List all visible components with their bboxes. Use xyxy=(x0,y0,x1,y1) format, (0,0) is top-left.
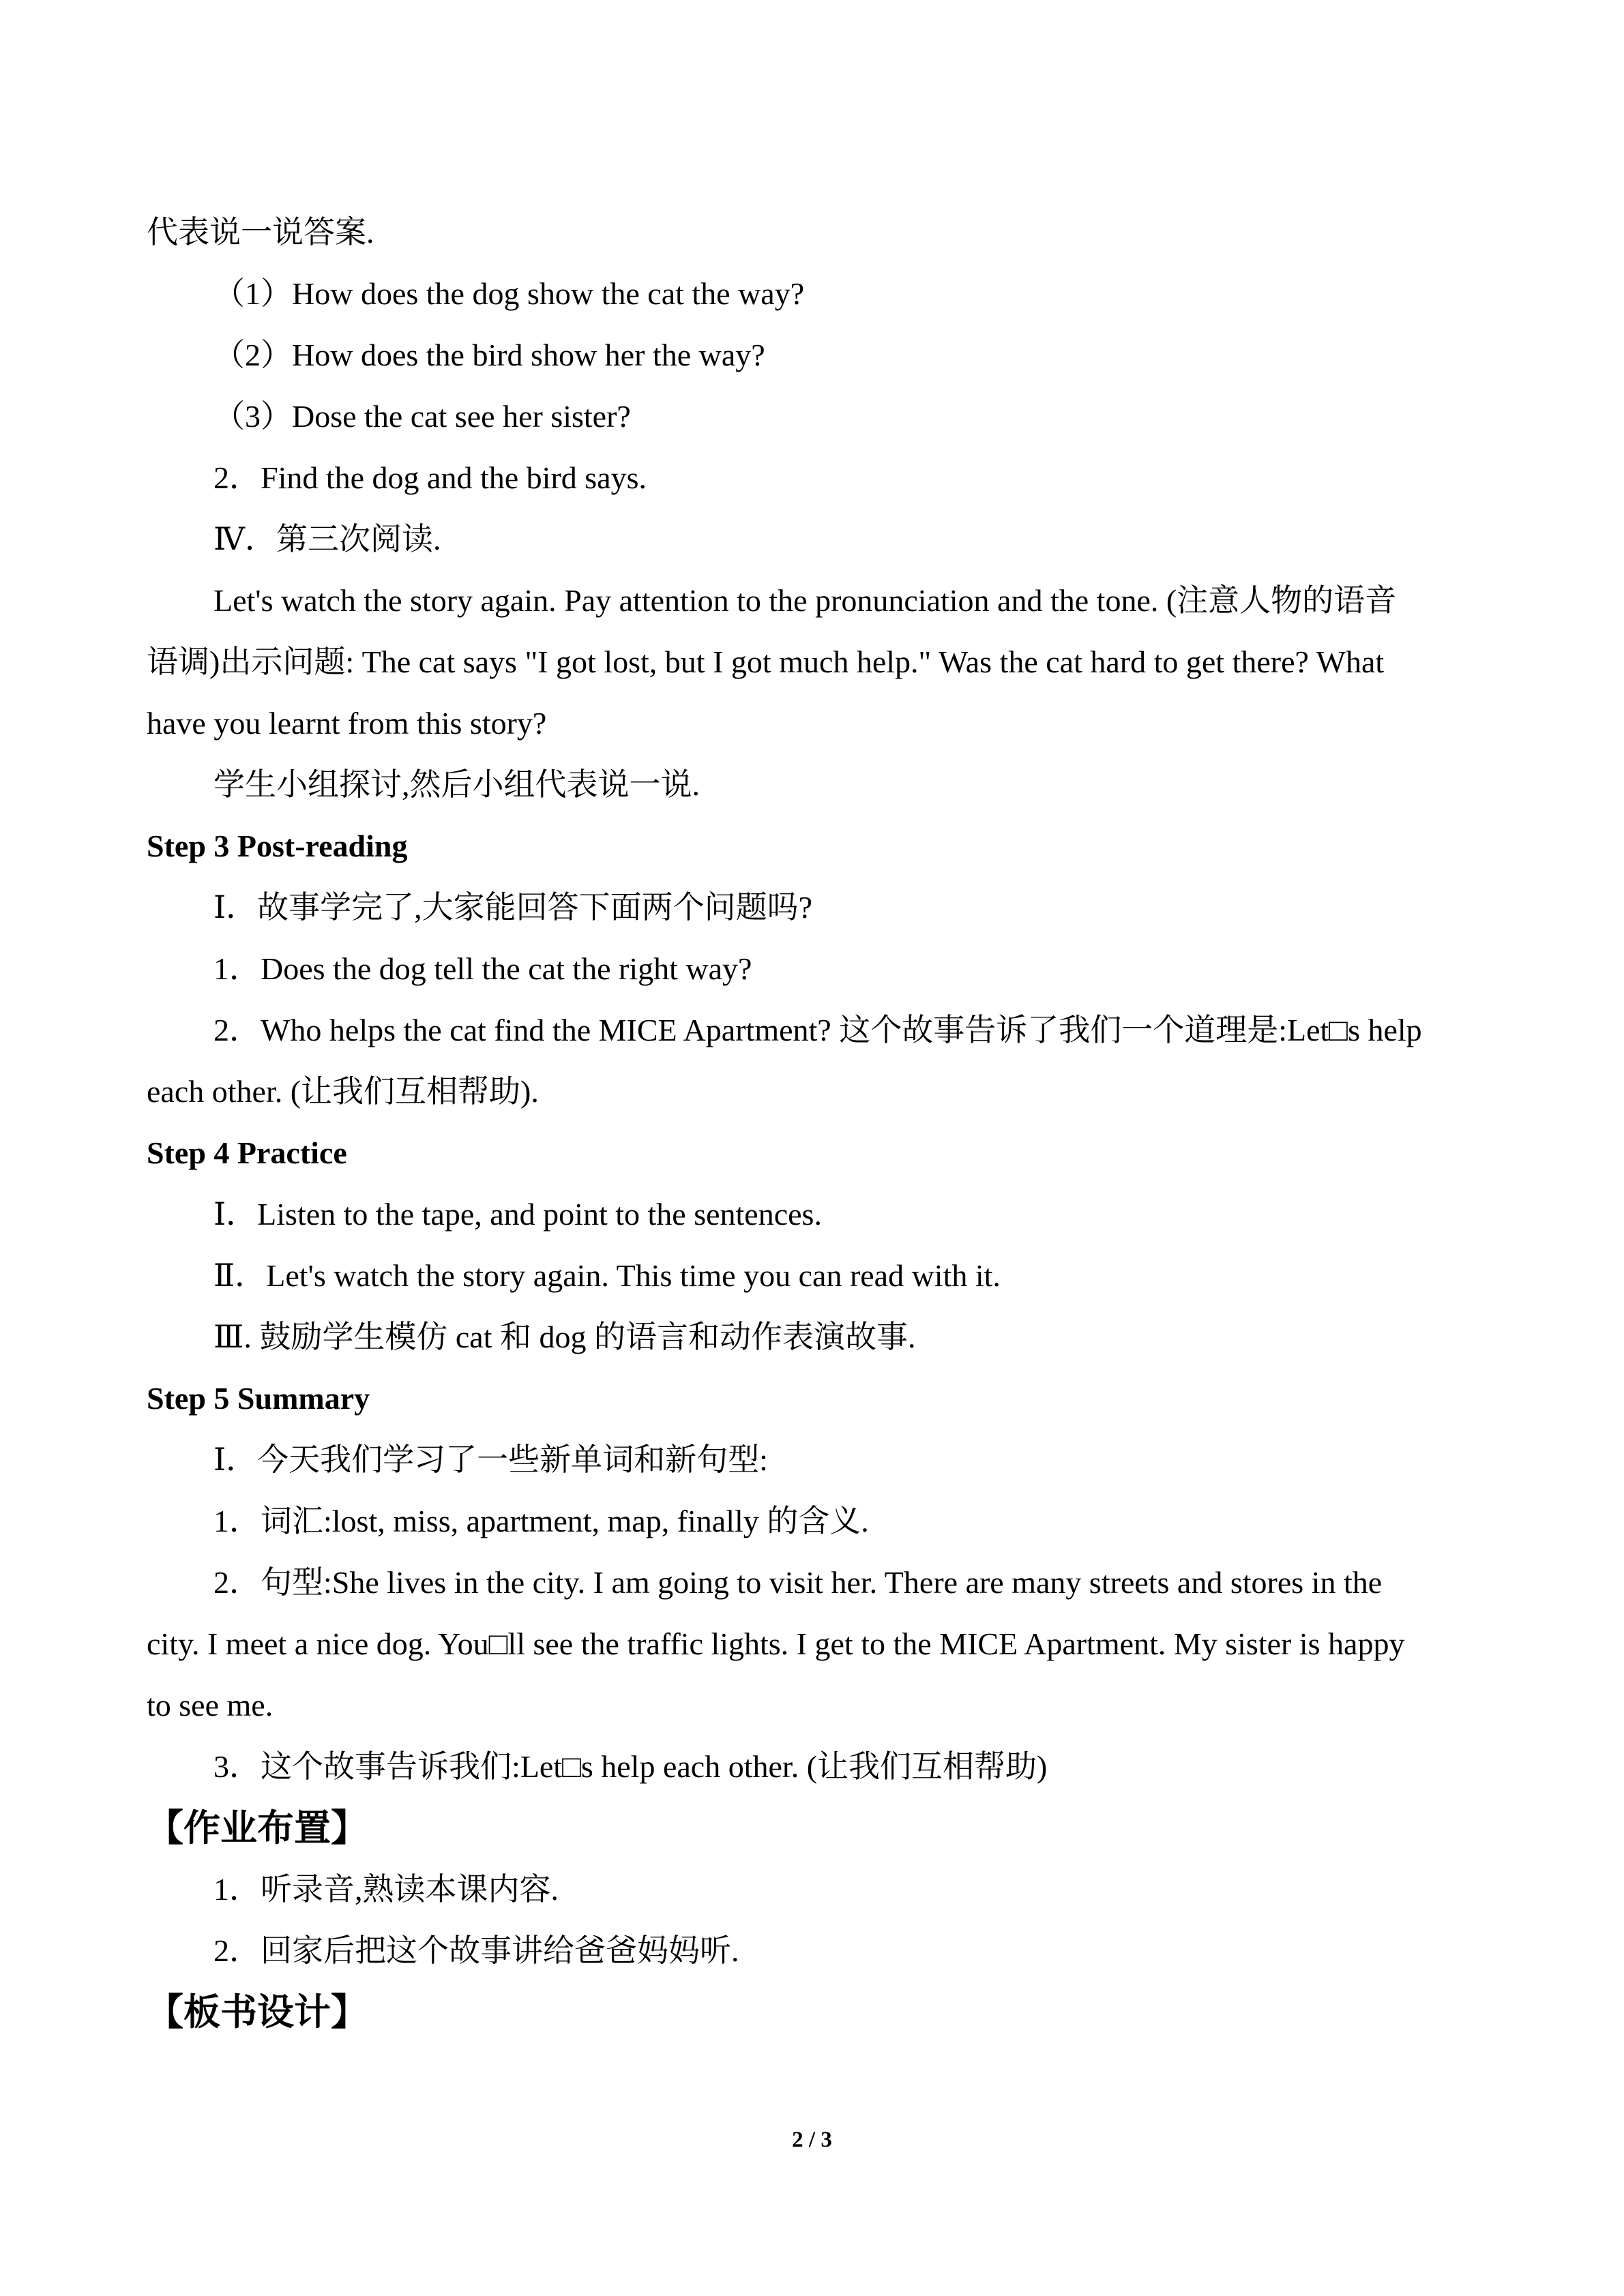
item-post-2-line1: 2．Who helps the cat find the MICE Apartment? 这个故事告诉了我们一个道理是:Let□s help xyxy=(213,1013,1422,1047)
heading-step4: Step 4 Practice xyxy=(147,1135,347,1170)
para-watch-line2: 语调)出示问题: The cat says "I got lost, but I got much help." Was the cat hard to get there? What xyxy=(147,644,1385,679)
item-summary-3: 3．这个故事告诉我们:Let□s help each other. (让我们互相帮助) xyxy=(213,1749,1048,1784)
item-practice-3: Ⅲ. 鼓励学生模仿 cat 和 dog 的语言和动作表演故事. xyxy=(213,1320,916,1354)
item-third-reading: Ⅳ．第三次阅读. xyxy=(213,522,441,556)
item-post-question: Ⅰ．故事学完了,大家能回答下面两个问题吗? xyxy=(213,890,813,925)
item-summary-2-line2: city. I meet a nice dog. You□ll see the traffic lights. I get to the MICE Apartment. My sister is happy xyxy=(147,1626,1405,1661)
item-summary-1: 1．词汇:lost, miss, apartment, map, finally 的含义. xyxy=(213,1504,869,1538)
item-homework-1: 1．听录音,熟读本课内容. xyxy=(213,1872,559,1907)
item-post-2-line2: each other. (让我们互相帮助). xyxy=(147,1074,539,1109)
document-body xyxy=(147,202,1477,2043)
heading-step3: Step 3 Post-reading xyxy=(147,829,408,863)
question-1: （1）How does the dog show the cat the way? xyxy=(213,276,805,311)
heading-board-design: 【板书设计】 xyxy=(147,1992,368,2033)
item-find-dog-bird: 2．Find the dog and the bird says. xyxy=(213,460,647,495)
item-homework-2: 2．回家后把这个故事讲给爸爸妈妈听. xyxy=(213,1933,739,1968)
item-summary-intro: Ⅰ．今天我们学习了一些新单词和新句型: xyxy=(213,1442,768,1477)
para-watch-line1: Let's watch the story again. Pay attention to the pronunciation and the tone. (注意人物的语音 xyxy=(213,583,1397,618)
para-answer-report: 代表说一说答案. xyxy=(147,215,374,250)
para-watch-line3: have you learnt from this story? xyxy=(147,706,547,741)
item-practice-1: Ⅰ．Listen to the tape, and point to the sentences. xyxy=(213,1197,822,1232)
heading-step5: Step 5 Summary xyxy=(147,1381,370,1416)
heading-homework: 【作业布置】 xyxy=(147,1808,368,1849)
page-number: 2 / 3 xyxy=(792,2128,832,2152)
item-post-1: 1．Does the dog tell the cat the right way? xyxy=(213,951,752,986)
item-summary-2-line3: to see me. xyxy=(147,1688,274,1723)
para-group-discuss: 学生小组探讨,然后小组代表说一说. xyxy=(213,767,700,802)
item-summary-2-line1: 2．句型:She lives in the city. I am going to visit her. There are many streets and stores in the xyxy=(213,1565,1383,1600)
question-2: （2）How does the bird show her the way? xyxy=(213,338,765,372)
question-3: （3）Dose the cat see her sister? xyxy=(213,399,631,434)
item-practice-2: Ⅱ．Let's watch the story again. This time you can read with it. xyxy=(213,1258,1001,1293)
